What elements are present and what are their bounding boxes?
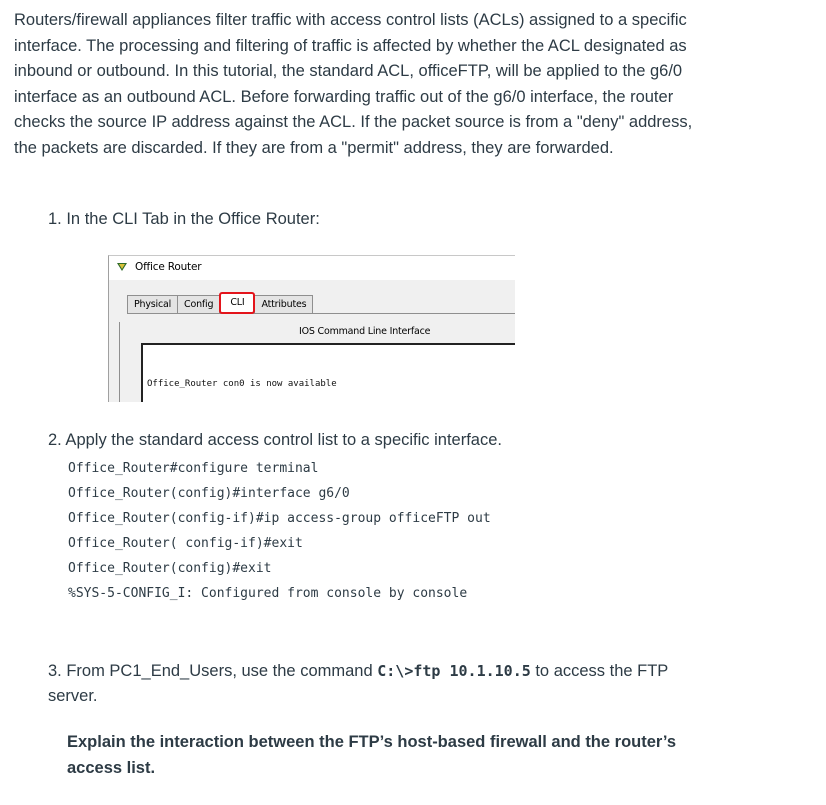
- cli-panel-title: IOS Command Line Interface: [299, 326, 431, 337]
- command-list: [68, 456, 491, 606]
- command-line: %SYS-5-CONFIG_I: Configured from console by console: [68, 586, 468, 601]
- window-titlebar: [109, 256, 515, 280]
- tab-physical[interactable]: Physical: [127, 295, 178, 313]
- step-3-before: 3. From PC1_End_Users, use the command: [48, 662, 378, 680]
- console-output: Office_Router con0 is now available: [147, 379, 337, 389]
- tab-cli[interactable]: CLI: [219, 292, 255, 314]
- panel-border: [119, 322, 120, 402]
- step-2-text: 2. Apply the standard access control list to a specific interface.: [48, 431, 502, 449]
- ftp-command: C:\>ftp 10.1.10.5: [377, 662, 531, 680]
- command-line: Office_Router(config)#exit: [68, 561, 272, 576]
- cli-console[interactable]: [141, 343, 515, 402]
- step-3-text: [48, 659, 698, 709]
- command-line: Office_Router(config)#interface g6/0: [68, 486, 350, 501]
- command-line: Office_Router(config-if)#ip access-group officeFTP out: [68, 511, 491, 526]
- tab-attributes[interactable]: Attributes: [254, 295, 313, 313]
- step-1-text: 1. In the CLI Tab in the Office Router:: [48, 210, 320, 228]
- tab-config[interactable]: Config: [177, 295, 220, 313]
- intro-paragraph: Routers/firewall appliances filter traffic with access control lists (ACLs) assigned to a specific interface. The processing and filtering of traffic is affected by whether the ACL designated as inbound or outbound. In this tutorial, the standard ACL, officeFTP, will be applied to the g6/0 interface as an outbound ACL. Before forwarding traffic out of the g6/0 interface, the router checks the source IP address against the ACL. If the packet source is from a "deny" address, the packets are discarded. If they are from a "permit" address, they are forwarded.: [14, 11, 693, 157]
- packet-tracer-screenshot: [108, 255, 515, 402]
- window-title: Office Router: [135, 261, 202, 273]
- step-3-after: to access the FTP server.: [48, 662, 669, 705]
- command-line: Office_Router#configure terminal: [68, 461, 319, 476]
- tabs-divider: [127, 313, 515, 314]
- command-line: Office_Router( config-if)#exit: [68, 536, 303, 551]
- device-tabs: [127, 295, 312, 313]
- router-app-icon: [116, 262, 128, 272]
- question-prompt: Explain the interaction between the FTP’s host-based firewall and the router’s access list.: [67, 733, 677, 777]
